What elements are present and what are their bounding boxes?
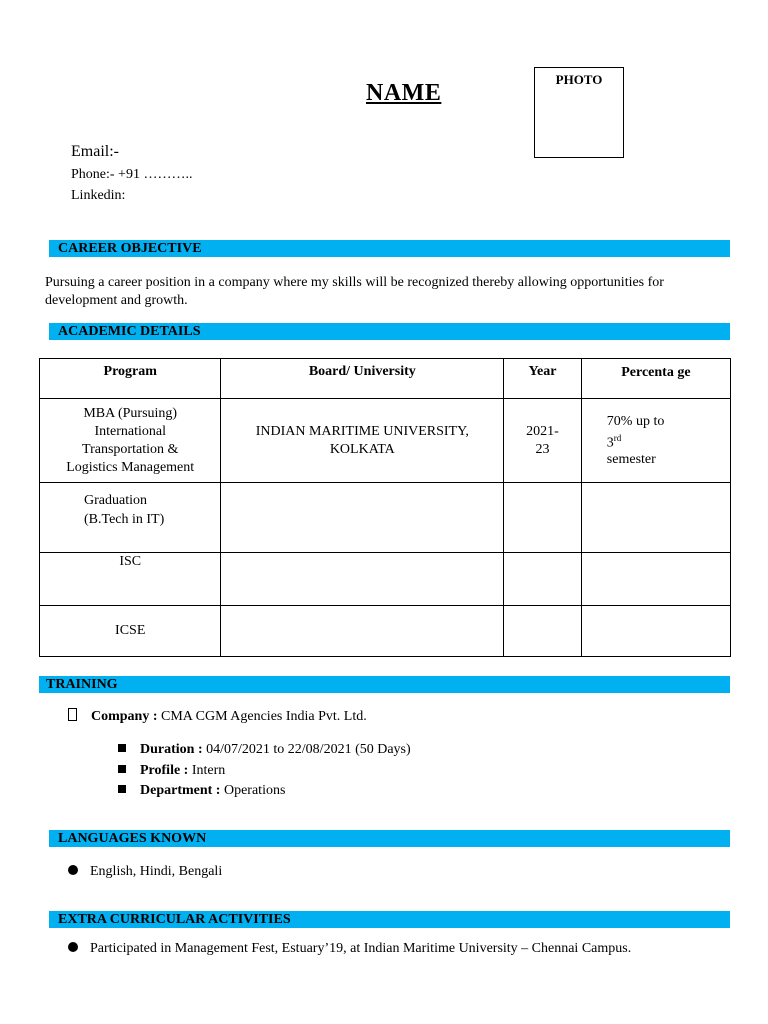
- email-line: Email:-: [71, 143, 119, 160]
- program-cell: Graduation (B.Tech in IT): [40, 483, 221, 553]
- board-cell: [221, 483, 504, 553]
- company-item: Company : CMA CGM Agencies India Pvt. Ltd.: [68, 708, 367, 725]
- program-cell: ICSE: [40, 606, 221, 657]
- square-bullet-icon: [118, 785, 126, 793]
- languages-heading: LANGUAGES KNOWN: [49, 830, 730, 847]
- percentage-cell: [581, 553, 730, 606]
- table-row: [40, 399, 731, 483]
- academic-table: [39, 358, 731, 657]
- linkedin-line: Linkedin:: [71, 188, 126, 203]
- year-cell: [504, 553, 582, 606]
- profile-item: Profile : Intern: [118, 763, 225, 779]
- program-cell: MBA (Pursuing) International Transportation & Logistics Management: [40, 399, 221, 483]
- department-item: Department : Operations: [118, 783, 285, 799]
- header-board: Board/ University: [221, 359, 504, 399]
- percentage-cell: [581, 606, 730, 657]
- year-cell: [504, 606, 582, 657]
- photo-placeholder: [534, 67, 624, 158]
- table-header-row: [40, 359, 731, 399]
- duration-item: Duration : 04/07/2021 to 22/08/2021 (50 Days): [118, 742, 411, 758]
- year-cell: 2021-23: [504, 399, 582, 483]
- header-percentage: Percenta ge: [581, 359, 730, 399]
- table-row: [40, 483, 731, 553]
- board-cell: INDIAN MARITIME UNIVERSITY, KOLKATA: [221, 399, 504, 483]
- training-heading: TRAINING: [39, 676, 730, 693]
- square-bullet-icon: [118, 765, 126, 773]
- round-bullet-icon: [68, 942, 78, 952]
- resume-name: NAME: [366, 80, 442, 106]
- percentage-cell: [581, 483, 730, 553]
- table-row: [40, 606, 731, 657]
- photo-label: PHOTO: [555, 72, 603, 87]
- career-objective-text: Pursuing a career position in a company where my skills will be recognized thereby allowing opportunities for development and growth.: [45, 275, 664, 308]
- year-cell: [504, 483, 582, 553]
- career-objective-heading: CAREER OBJECTIVE: [49, 240, 730, 257]
- table-row: [40, 553, 731, 606]
- checkbox-bullet-icon: [68, 708, 77, 721]
- board-cell: [221, 553, 504, 606]
- program-cell: ISC: [40, 553, 221, 606]
- extra-curricular-item: Participated in Management Fest, Estuary’19, at Indian Maritime University – Chennai Campus.: [68, 941, 631, 957]
- square-bullet-icon: [118, 744, 126, 752]
- percentage-cell: 70% up to 3rd semester: [581, 399, 730, 483]
- extra-curricular-heading: EXTRA CURRICULAR ACTIVITIES: [49, 911, 730, 928]
- round-bullet-icon: [68, 865, 78, 875]
- header-year: Year: [504, 359, 582, 399]
- languages-item: English, Hindi, Bengali: [68, 864, 222, 880]
- phone-line: Phone:- +91 ………..: [71, 167, 193, 182]
- board-cell: [221, 606, 504, 657]
- academic-details-heading: ACADEMIC DETAILS: [49, 323, 730, 340]
- header-program: Program: [40, 359, 221, 399]
